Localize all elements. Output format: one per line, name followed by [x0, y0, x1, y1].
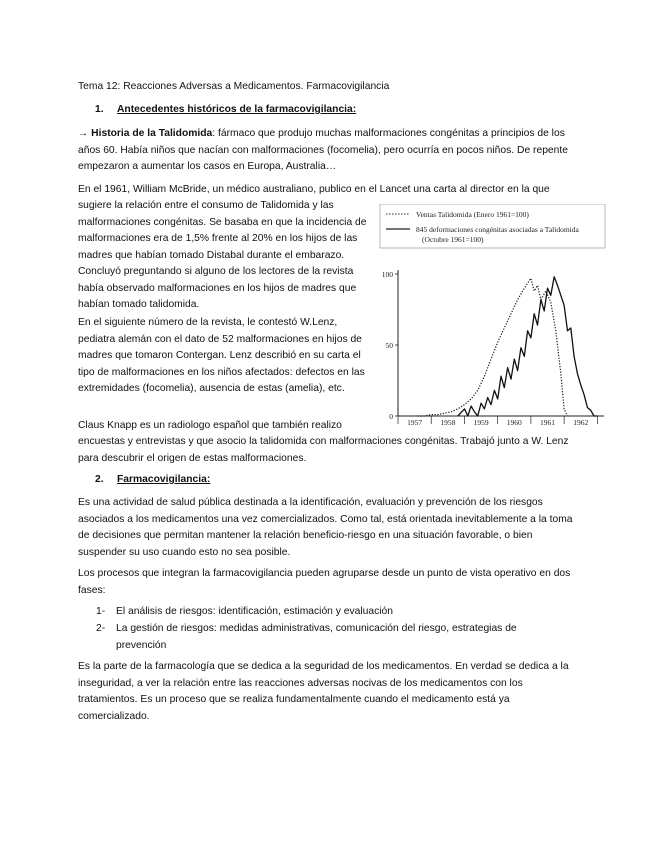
x-tick-label: 1961: [540, 418, 556, 427]
knapp-paragraph-first-line: Claus Knapp es un radiologo español que también realizo: [78, 420, 342, 431]
chart-legend: [380, 204, 605, 248]
chart-axes: [382, 270, 604, 427]
phases-list-item: [96, 604, 566, 621]
knapp-paragraph: encuestas y entrevistas y que asocio la talidomida con malformaciones congénitas. Trabajó junto a W. Lenz para descubrir el origen de estas malformaciones.: [78, 436, 569, 464]
list-item-number: 2-: [96, 623, 106, 634]
x-tick-label: 1959: [473, 418, 489, 427]
legend-label-deformations-line1: 845 deformaciones congénitas asociadas a Talidomida: [416, 225, 579, 234]
mcbride-paragraph-first-line: En el 1961, William McBride, un médico australiano, publico en el Lancet una carta al director en la que: [78, 184, 550, 195]
thalidomide-chart: [378, 204, 606, 436]
section-1-number: 1.: [95, 104, 104, 115]
history-label: Historia de la Talidomida: [91, 128, 213, 139]
list-item-text: El análisis de riesgos: identificación, estimación y evaluación: [116, 606, 394, 617]
x-tick-label: 1957: [407, 418, 423, 427]
document-title: Tema 12: Reacciones Adversas a Medicamentos. Farmacovigilancia: [78, 81, 390, 92]
right-arrow-icon: →: [78, 128, 89, 139]
x-tick-label: 1962: [573, 418, 589, 427]
list-item-text: La gestión de riesgos: medidas administrativas, comunicación del riesgo, estrategias de prevención: [116, 623, 517, 651]
y-tick-label: 0: [389, 412, 393, 421]
list-item-number: 1-: [96, 606, 106, 617]
series-line-deformations: [458, 277, 598, 416]
x-tick-label: 1958: [440, 418, 456, 427]
section-2-number: 2.: [95, 474, 104, 485]
phases-list-item: [96, 621, 566, 654]
section-2-heading: [95, 472, 210, 489]
section-1-title: Antecedentes históricos de la farmacovigilancia:: [117, 104, 357, 115]
thalidomide-history-paragraph: [78, 126, 578, 176]
legend-label-deformations-line2: (Octubre 1961=100): [422, 235, 484, 244]
pharmacology-safety-paragraph: Es la parte de la farmacología que se dedica a la seguridad de los medicamentos. En verdad se dedica a la inseguridad, a ver la relación entre las reacciones adversas nocivas de los medicamentos con los tratamientos. Es un proceso que se realiza fundamentalmente cuando el medicamento está ya comercializado.: [78, 661, 569, 722]
y-tick-label: 100: [381, 270, 393, 279]
y-tick-label: 50: [385, 341, 393, 350]
chart-marks: [418, 277, 598, 416]
processes-paragraph: Los procesos que integran la farmacovigilancia pueden agruparse desde un punto de vista operativo en dos fases:: [78, 568, 571, 596]
mcbride-paragraph: sugiere la relación entre el consumo de Talidomida y las malformaciones congénitas. Se basaba en que la incidencia de malformaciones era de 1,5% frente al 20% en los hijos de las madres que habían tomado Distabal durante el embarazo. Concluyó preguntando si alguno de los lectores de la revista había observado malformaciones en los hijos de madres que habían tomado talidomida.: [78, 200, 367, 310]
section-1-heading: [95, 102, 356, 119]
pharmacovigilance-definition-paragraph: Es una actividad de salud pública destinada a la identificación, evaluación y prevención de los riesgos asociados a los medicamentos una vez comercializados. Como tal, está orientada inevitablemente a la toma de decisiones que permitan mantener la relación beneficio-riesgo en una situación favorable, o bien suspender su uso cuando esto no sea posible.: [78, 497, 573, 558]
legend-label-sales: Ventas Talidomida (Enero 1961=100): [416, 210, 529, 219]
lenz-paragraph: En el siguiente número de la revista, le contestó W.Lenz, pediatra alemán con el dato de 52 malformaciones en hijos de madres que tomaron Contergan. Lenz describió en su carta el tipo de malformaciones en los niños afectados: defectos en las extremidades (focomelia), ausencia de estas (amelia), etc.: [78, 317, 365, 394]
x-tick-label: 1960: [506, 418, 522, 427]
section-2-title: Farmacovigilancia:: [117, 474, 211, 485]
history-text: : fármaco que produjo muchas malformaciones congénitas a principios de los años 60. Había niños que nacían con malformaciones (focomelia), pero ocurría en pocos niños. De repente empezaron a aumentar los casos en Europa, Australia…: [78, 128, 568, 172]
